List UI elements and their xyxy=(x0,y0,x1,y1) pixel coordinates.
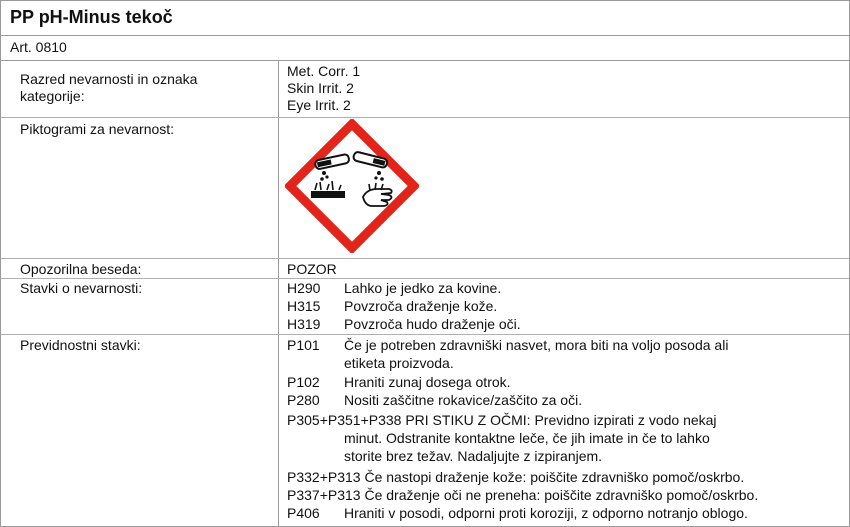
precaution-text: Nositi zaščitne rokavice/zaščito za oči. xyxy=(344,392,583,408)
classification-value: Skin Irrit. 2 xyxy=(287,80,354,96)
precaution-text: storite brez težav. Nadaljujte z izpiranjem. xyxy=(344,448,603,464)
row-divider xyxy=(1,117,849,118)
precaution-text: P305+P351+P338 PRI STIKU Z OČMI: Previdno izpirati z vodo nekaj xyxy=(287,412,717,428)
signal-word-value: POZOR xyxy=(287,261,337,277)
hazard-code: H290 xyxy=(287,280,321,296)
hazard-code: H315 xyxy=(287,298,321,314)
row-divider xyxy=(1,258,849,259)
article-row xyxy=(1,36,849,61)
precaution-text: P332+P313 Če nastopi draženje kože: poiščite zdravniško pomoč/oskrbo. xyxy=(287,469,745,485)
precaution-text: Hraniti zunaj dosega otrok. xyxy=(344,374,511,390)
precaution-text: etiketa proizvoda. xyxy=(344,355,454,371)
precaution-code: P280 xyxy=(287,392,320,408)
hazard-text: Lahko je jedko za kovine. xyxy=(344,280,502,296)
hazard-statements-label: Stavki o nevarnosti: xyxy=(20,280,143,296)
column-divider xyxy=(278,61,279,526)
row-divider xyxy=(1,278,849,279)
hazard-code: H319 xyxy=(287,316,321,332)
precaution-text: P337+P313 Če draženje oči ne preneha: poiščite zdravniško pomoč/oskrbo. xyxy=(287,487,759,503)
corrosion-icon xyxy=(285,119,419,253)
precaution-text: minut. Odstranite kontaktne leče, če jih imate in če to lahko xyxy=(344,430,710,446)
classification-value: Met. Corr. 1 xyxy=(287,63,361,79)
hazard-text: Povzroča hudo draženje oči. xyxy=(344,316,521,332)
article-number: Art. 0810 xyxy=(10,39,67,55)
hazard-text: Povzroča draženje kože. xyxy=(344,298,498,314)
row-divider xyxy=(1,334,849,335)
signal-word-label: Opozorilna beseda: xyxy=(20,261,142,277)
precaution-text: Hraniti v posodi, odporni proti koroziji, z odporno notranjo oblogo. xyxy=(344,505,748,521)
precaution-code: P101 xyxy=(287,337,320,353)
precaution-code: P102 xyxy=(287,374,320,390)
classification-values xyxy=(287,63,360,114)
precaution-text: Če je potreben zdravniški nasvet, mora biti na voljo posoda ali xyxy=(344,337,729,353)
classification-value: Eye Irrit. 2 xyxy=(287,97,351,113)
product-title: PP pH-Minus tekoč xyxy=(10,7,173,27)
precaution-code: P406 xyxy=(287,505,320,521)
pictograms-label: Piktogrami za nevarnost: xyxy=(20,121,175,137)
classification-label: Razred nevarnosti in oznaka kategorije: xyxy=(20,71,198,104)
title-row xyxy=(1,1,849,36)
precautionary-statements-label: Previdnostni stavki: xyxy=(20,337,141,353)
